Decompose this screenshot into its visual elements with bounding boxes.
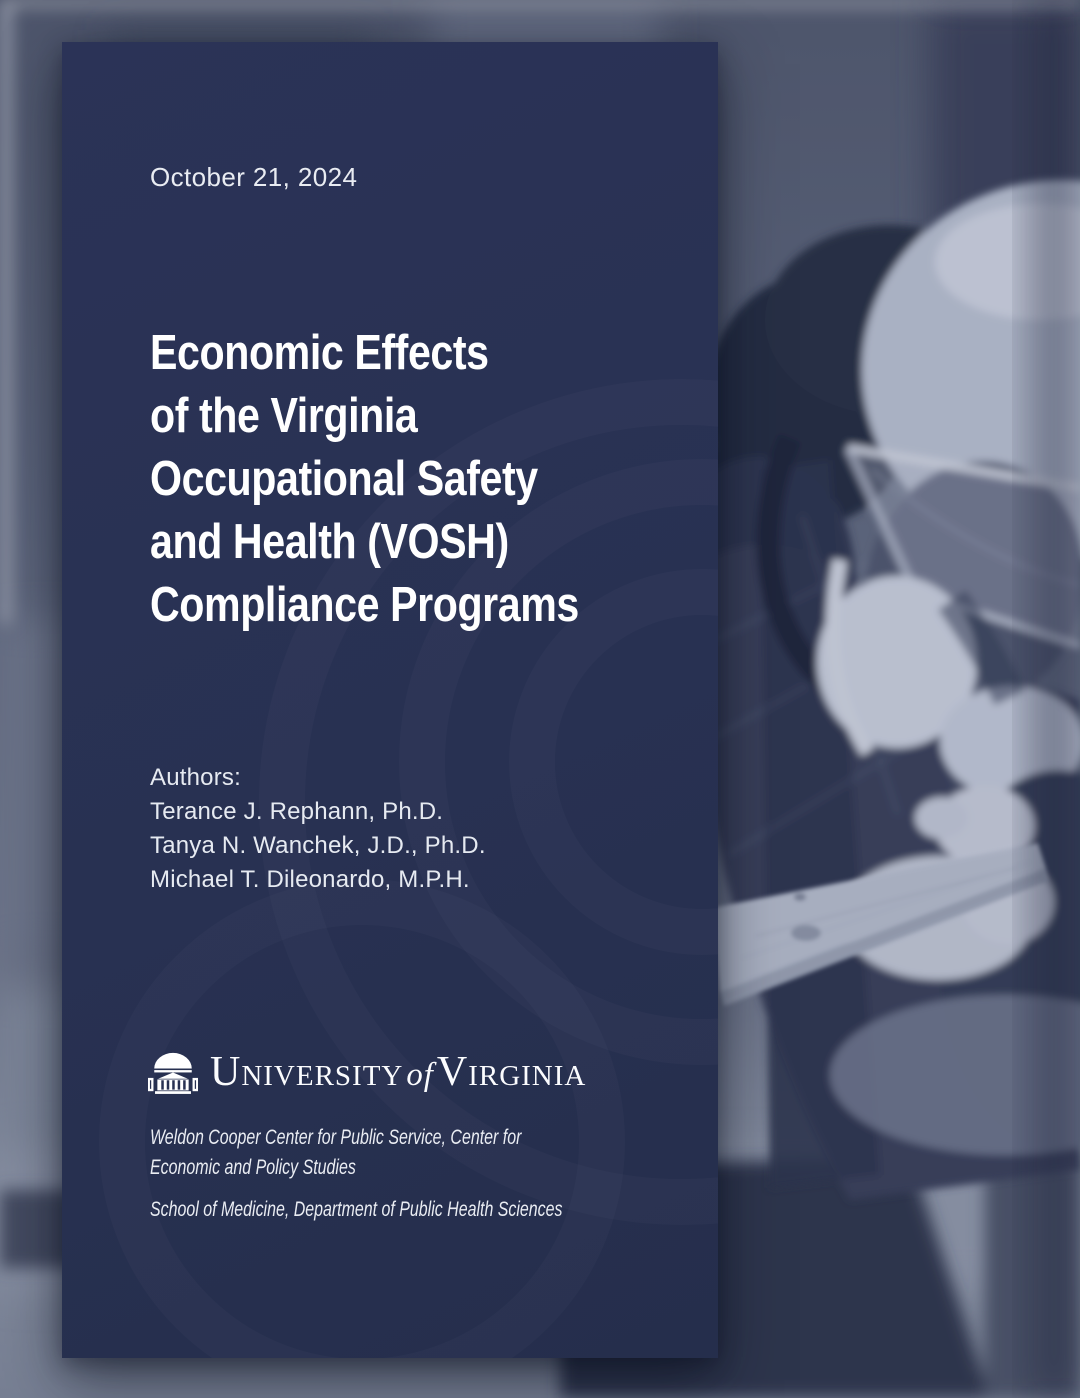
publication-date: October 21, 2024 [150,162,358,192]
title-line: and Health (VOSH) [150,515,509,569]
wordmark-university: University [210,1049,404,1095]
affiliation-line: Weldon Cooper Center for Public Service, Center for [150,1126,522,1149]
wordmark-of: of [406,1057,434,1093]
title-panel [62,42,718,1358]
uva-logo [148,1046,586,1101]
title-line: Occupational Safety [150,452,538,506]
authors-block [150,761,486,897]
wordmark-virginia: Virginia [436,1049,587,1095]
author-name: Terance J. Rephann, Ph.D. [150,798,444,825]
uva-rotunda-icon [148,1048,198,1100]
author-name: Tanya N. Wanchek, J.D., Ph.D. [150,832,486,859]
affiliation-weldon-cooper [150,1123,521,1183]
author-name: Michael T. Dileonardo, M.P.H. [150,866,470,893]
report-title [150,322,579,637]
title-line: Compliance Programs [150,578,579,632]
affiliation-line: School of Medicine, Department of Public Health Sciences [150,1198,563,1221]
authors-label: Authors: [150,764,241,791]
title-line: Economic Effects [150,326,489,380]
uva-wordmark [210,1046,586,1101]
affiliation-line: Economic and Policy Studies [150,1156,356,1179]
title-line: of the Virginia [150,389,418,443]
affiliation-school-of-medicine [150,1195,563,1225]
